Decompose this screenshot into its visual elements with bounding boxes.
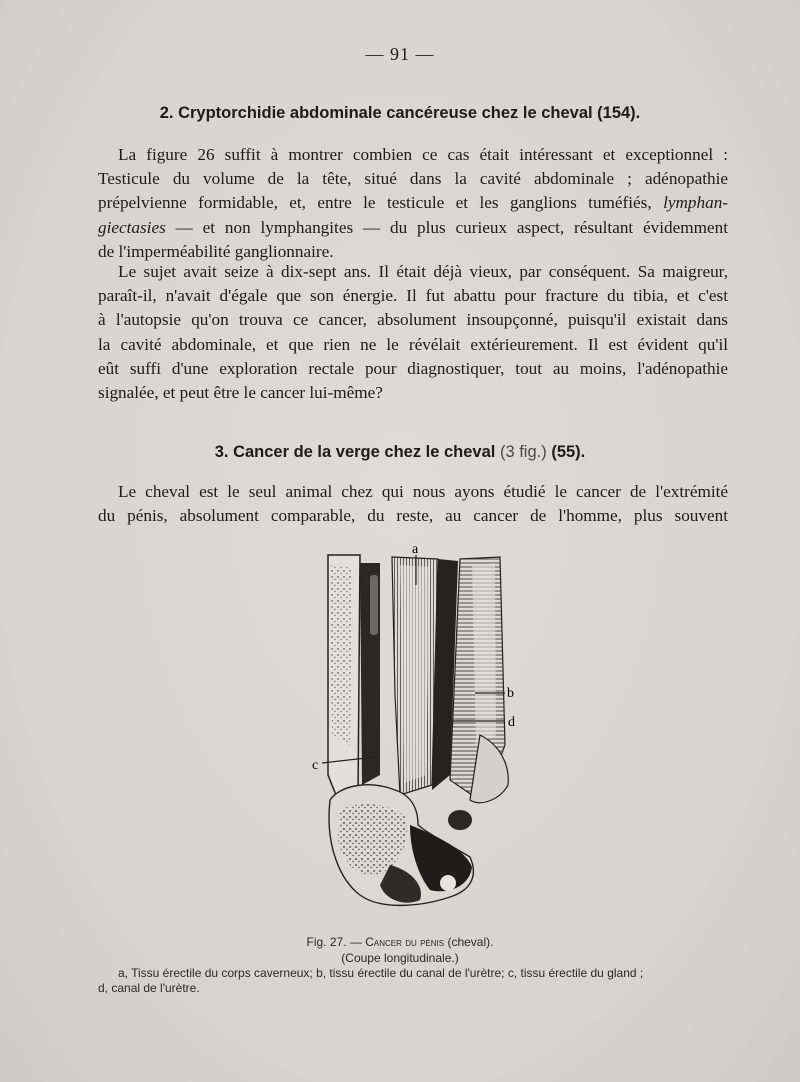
text-line: La figure 26 suffit à montrer combien ce cas était intéressant et exceptionnel : bbox=[118, 145, 728, 164]
text-line: la cavité abdominale, et que rien ne le révélait extérieurement. Il est évident qu'il bbox=[98, 334, 728, 354]
section-3-paragraph bbox=[98, 480, 728, 528]
text-line: de l'imperméabilité ganglionnaire. bbox=[98, 241, 334, 261]
figure-label-b: b bbox=[507, 686, 514, 701]
text-line: paraît-il, n'avait d'égale que son énergie. Il fut abattu pour fracture du tibia, et c'est bbox=[98, 286, 728, 306]
section-3-ref: (55). bbox=[551, 443, 586, 461]
text-line: eût suffi d'une exploration rectale pour diagnostiquer, tout au moins, l'adénopathie bbox=[98, 358, 728, 378]
text-line: à l'autopsie qu'on trouva ce cancer, absolument insoupçonné, puisqu'il existait dans bbox=[98, 310, 728, 330]
section-2-paragraph-1 bbox=[98, 143, 728, 264]
figure-subcaption bbox=[0, 951, 800, 965]
section-2-title: 2. Cryptorchidie abdominale cancéreuse chez le cheval (154). bbox=[159, 104, 641, 122]
caption-prefix: Fig. 27. — bbox=[306, 935, 366, 949]
text-line: signalée, et peut être le cancer lui-même? bbox=[98, 383, 383, 403]
text-line-part: prépelvienne formidable, et, entre le testicule et les ganglions tuméfiés, bbox=[98, 193, 652, 213]
italic-term: giectasies bbox=[98, 217, 166, 237]
italic-term: lymphan- bbox=[663, 193, 729, 213]
figure-label-a: a bbox=[412, 545, 419, 557]
section-3-title bbox=[0, 443, 800, 462]
figure-caption bbox=[0, 935, 800, 949]
text-line: Testicule du volume de la tête, situé dans la cavité abdominale ; adénopathie bbox=[98, 169, 728, 189]
section-3-title-main: 3. Cancer de la verge chez le cheval bbox=[214, 443, 496, 461]
figure-label-c: c bbox=[312, 758, 319, 773]
text-line bbox=[98, 216, 728, 240]
legend-line: d, canal de l'urètre. bbox=[98, 981, 200, 995]
caption-sub: (Coupe longitudinale.) bbox=[341, 951, 459, 965]
legend-line: a, Tissu érectile du corps caverneux; b, tissu érectile du canal de l'urètre; c, tissu érectile du gland ; bbox=[118, 966, 644, 980]
caption-suffix: (cheval). bbox=[444, 935, 494, 949]
page-number: — 91 — bbox=[365, 44, 435, 64]
text-line: Le cheval est le seul animal chez qui nous ayons étudié le cancer de l'extrémité bbox=[118, 482, 728, 501]
section-2-paragraph-2 bbox=[98, 260, 728, 405]
text-line bbox=[98, 191, 728, 215]
penis-section-illustration bbox=[300, 545, 530, 935]
caption-title: Cancer du pénis bbox=[365, 935, 445, 949]
section-3-fig-count: (3 fig.) bbox=[499, 443, 547, 461]
text-line: Le sujet avait seize à dix-sept ans. Il était déjà vieux, par conséquent. Sa maigreur, bbox=[118, 262, 728, 281]
text-line-part: — et non lymphangites — du plus curieux aspect, résultant évidemment bbox=[175, 217, 728, 237]
figure-label-d: d bbox=[508, 715, 515, 730]
figure-legend bbox=[98, 966, 738, 996]
text-line: du pénis, absolument comparable, du reste, au cancer de l'homme, plus souvent bbox=[98, 506, 728, 526]
